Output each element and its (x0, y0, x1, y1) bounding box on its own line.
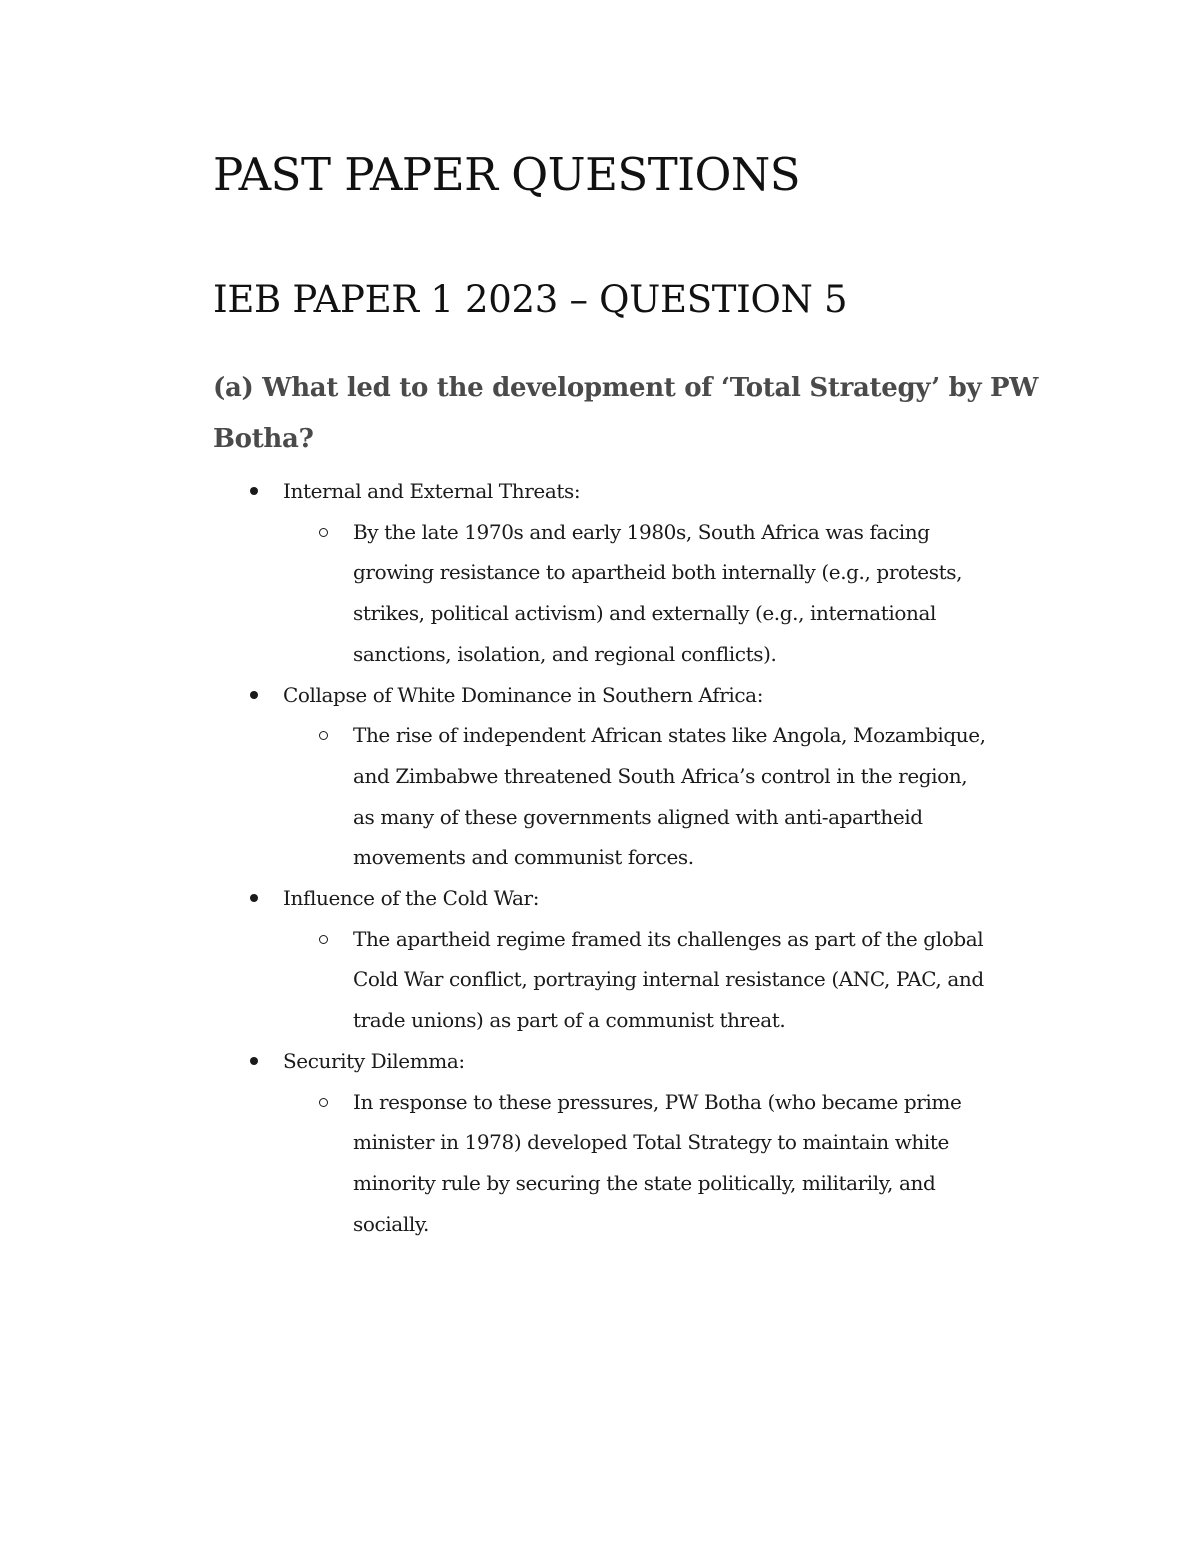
sub-list-item (283, 715, 993, 878)
section-title: IEB PAPER 1 2023 – QUESTION 5 (213, 278, 848, 321)
point-detail: By the late 1970s and early 1980s, South Africa was facing growing resistance to apartheid both internally (e.g., protests, strikes, political activism) and externally (e.g., international sanctions, isolation, and regional conflicts). (353, 519, 963, 666)
point-detail: The apartheid regime framed its challenges as part of the global Cold War conflict, portraying internal resistance (ANC, PAC, and trade unions) as part of a communist threat. (353, 926, 984, 1033)
bullet-icon (250, 487, 258, 495)
sub-list-item (283, 1082, 993, 1245)
sub-list (283, 512, 1073, 675)
bullet-icon (250, 691, 258, 699)
sub-list (283, 715, 1073, 878)
answer-points-list (213, 471, 1073, 1244)
sub-list-item (283, 919, 993, 1041)
hollow-bullet-icon (319, 935, 328, 944)
list-item (213, 675, 1073, 879)
bullet-icon (250, 1057, 258, 1065)
point-detail: The rise of independent African states like Angola, Mozambique, and Zimbabwe threatened South Africa’s control in the region, as many of these governments aligned with anti-apartheid movements and communist forces. (353, 723, 986, 870)
point-heading: Influence of the Cold War: (283, 886, 540, 911)
sub-list (283, 919, 1073, 1041)
point-heading: Collapse of White Dominance in Southern Africa: (283, 682, 764, 707)
list-item (213, 1041, 1073, 1245)
document-title: PAST PAPER QUESTIONS (213, 148, 801, 201)
list-item (213, 471, 1073, 675)
list-item (213, 878, 1073, 1041)
hollow-bullet-icon (319, 528, 328, 537)
hollow-bullet-icon (319, 1098, 328, 1107)
hollow-bullet-icon (319, 731, 328, 740)
point-heading: Security Dilemma: (283, 1048, 465, 1073)
bullet-icon (250, 894, 258, 902)
point-detail: In response to these pressures, PW Botha (who became prime minister in 1978) developed Total Strategy to maintain white minority rule by securing the state politically, militarily, and socially. (353, 1089, 962, 1236)
sub-list-item (283, 512, 993, 675)
sub-list (283, 1082, 1073, 1245)
point-heading: Internal and External Threats: (283, 479, 581, 503)
document-page (213, 140, 1073, 1244)
question-heading: (a) What led to the development of ‘Total Strategy’ by PW Botha? (213, 373, 1039, 454)
